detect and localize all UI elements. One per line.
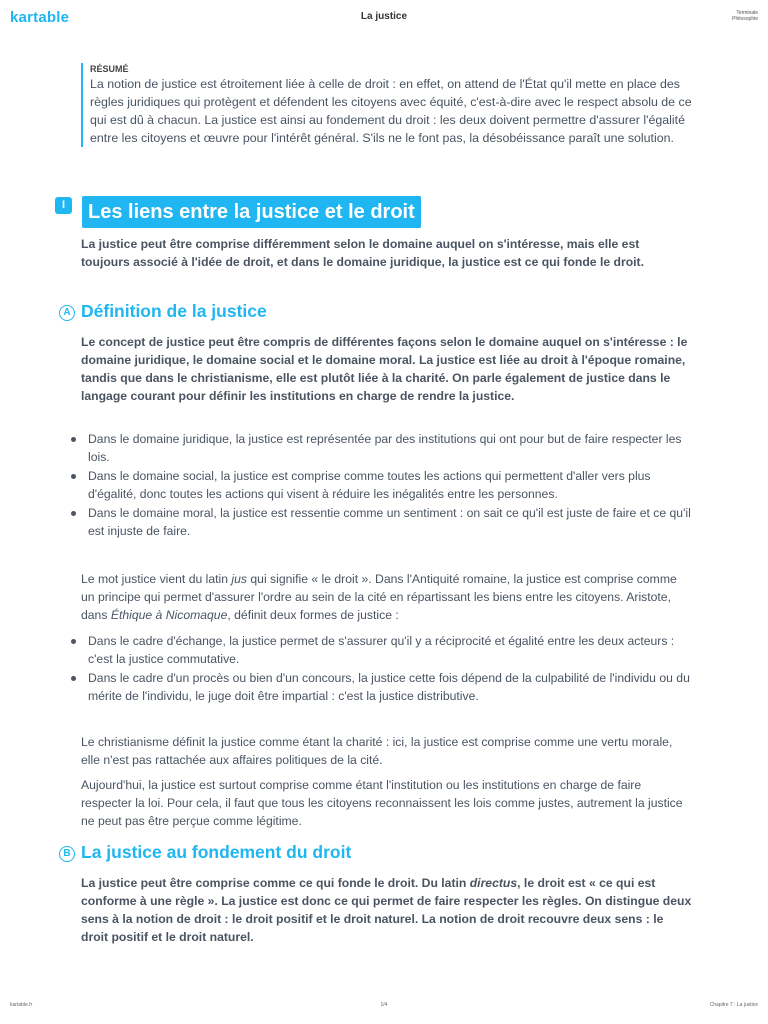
kartable-logo[interactable]: kartable [10, 9, 70, 26]
justice-forms-list [75, 632, 693, 706]
christianity-paragraph: Le christianisme définit la justice comme étant la charité : ici, la justice est comprise comme une vertu morale, elle n'est pas rattachée aux affaires politiques de la cité. [81, 735, 673, 767]
latin-word: jus [231, 572, 247, 586]
meta-subject: Philosophie [732, 16, 758, 22]
book-title: Éthique à Nicomaque [110, 608, 228, 622]
latin-origin-paragraph: Le mot justice vient du latin jus qui signifie « le droit ». Dans l'Antiquité romaine, la justice est comprise comme un principe qui permet d'assurer l'ordre au sein de la cité en répartissant les biens entre les citoyens. Aristote, dans Éthique à Nicomaque, définit deux formes de justice : [81, 572, 677, 622]
resume-text: La notion de justice est étroitement liée à celle de droit : en effet, on attend de l'État qu'il mette en place des règles juridiques qui protègent et défendent les citoyens avec équité, c'est-à-dire avec le respect absolu de ce qui est dû à chacun. La justice est ainsi au fondement du droit : les deux doivent permettre d'assurer l'égalité entre les citoyens et œuvre pour l'intérêt général. S'ils ne le font pas, la désobéissance paraît une solution. [90, 77, 692, 145]
subsection-b-paragraph: La justice peut être comprise comme ce qui fonde le droit. Du latin directus, le droit est « ce qui est conforme à une règle ». La justice est donc ce qui permet de faire respecter les règles. On distingue deux sens à la notion de droit : le droit positif et le droit naturel. La notion de droit recouvre deux sens : le droit positif et le droit naturel. [81, 876, 692, 944]
section-number-badge: I [55, 197, 72, 214]
section-intro: La justice peut être comprise différemment selon le domaine auquel on s'intéresse, mais elle est toujours associé à l'idée de droit, et dans le domaine juridique, la justice est ce qui fonde le droit. [81, 237, 644, 269]
document-meta [732, 10, 758, 22]
page-number: 1/4 [380, 1002, 388, 1008]
subsection-b-title: La justice au fondement du droit [81, 842, 352, 862]
subsection-b-icon: B [59, 846, 75, 862]
meta-level: Terminale [736, 10, 758, 16]
subsection-a-title: Définition de la justice [81, 301, 267, 321]
domain-list [75, 430, 693, 541]
resume-block [81, 63, 700, 147]
subsection-a-intro: Le concept de justice peut être compris de différentes façons selon le domaine auquel on s'intéresse : le domaine juridique, le domaine social et le domaine moral. La justice est liée au droit à l'époque romaine, tandis que dans le christianisme, elle est plutôt liée à la charité. On parle également de justice dans le langage courant pour définir les institutions en charge de rendre la justice. [81, 335, 688, 403]
resume-label: RÉSUMÉ [90, 64, 129, 74]
document-title: La justice [360, 11, 408, 22]
footer-chapter: Chapitre 7 : La justice [709, 1002, 758, 1008]
today-paragraph: Aujourd'hui, la justice est surtout comprise comme étant l'institution ou les institutions en charge de faire respecter la loi. Pour cela, il faut que tous les citoyens reconnaissent les lois comme justes, autrement la justice ne peut pas être perçue comme légitime. [81, 778, 683, 828]
list-item: Dans le cadre d'un procès ou bien d'un concours, la justice cette fois dépend de la culpabilité de l'individu ou du mérite de l'individu, le juge doit être impartial : c'est la justice distributive. [75, 669, 693, 705]
list-item: Dans le domaine juridique, la justice est représentée par des institutions qui ont pour but de faire respecter les lois. [75, 430, 693, 466]
list-item: Dans le cadre d'échange, la justice permet de s'assurer qu'il y a réciprocité et égalité entre les deux acteurs : c'est la justice commutative. [75, 632, 693, 668]
list-item: Dans le domaine social, la justice est comprise comme toutes les actions qui permettent d'aller vers plus d'égalité, donc toutes les actions qui visent à réduire les inégalités entre les personnes. [75, 467, 693, 503]
section-title: Les liens entre la justice et le droit [82, 196, 421, 228]
footer-site[interactable]: kartable.fr [10, 1002, 33, 1008]
list-item: Dans le domaine moral, la justice est ressentie comme un sentiment : on sait ce qu'il est juste de faire et ce qu'il est injuste de faire. [75, 504, 693, 540]
latin-word: directus [469, 876, 518, 890]
subsection-a-icon: A [59, 305, 75, 321]
